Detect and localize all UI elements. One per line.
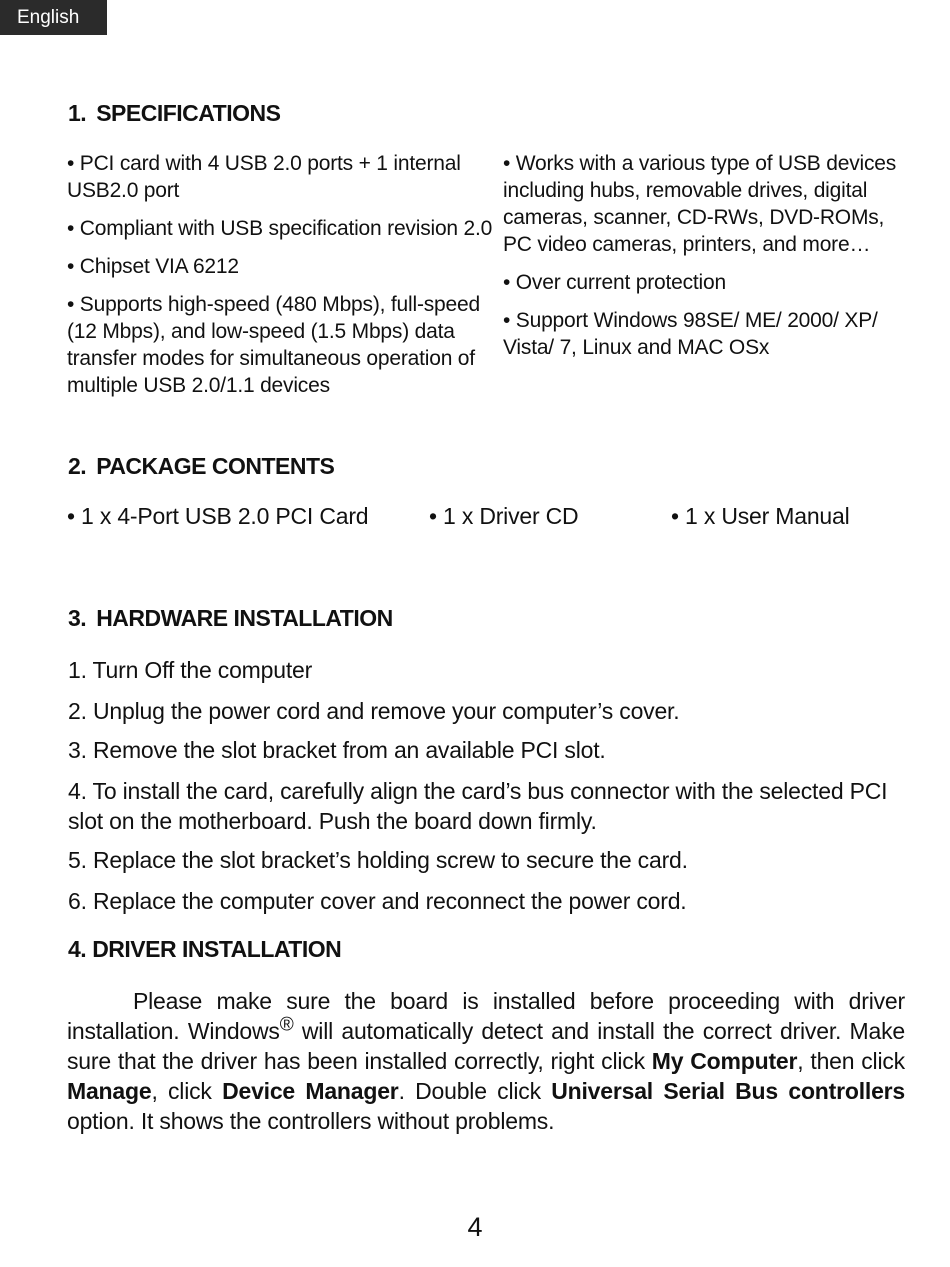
driver-text: , then click xyxy=(797,1048,905,1074)
specifications-heading xyxy=(68,100,280,127)
spec-item: • Compliant with USB specification revision 2.0 xyxy=(67,217,493,240)
page-number: 4 xyxy=(467,1212,483,1242)
section-title: SPECIFICATIONS xyxy=(96,100,281,126)
package-item: • 1 x Driver CD xyxy=(429,503,579,529)
install-step: 1. Turn Off the computer xyxy=(68,657,313,683)
spec-item: • Works with a various type of USB devices including hubs, removable drives, digital cameras, scanner, CD-RWs, DVD-ROMs, PC video cameras, printers, and more… xyxy=(503,152,897,256)
language-tab: English xyxy=(0,0,107,35)
section-number: 1. xyxy=(68,100,87,126)
hardware-installation-heading xyxy=(68,605,393,632)
package-contents-heading xyxy=(68,453,334,480)
driver-text: Please make sure the board is installed before proceeding with driver installation. Windows xyxy=(67,988,905,1044)
spec-item: • PCI card with 4 USB 2.0 ports + 1 internal USB2.0 port xyxy=(67,152,461,202)
section-number: 4. xyxy=(68,936,87,962)
my-computer-label: My Computer xyxy=(651,1048,798,1074)
package-item: • 1 x 4-Port USB 2.0 PCI Card xyxy=(67,503,369,529)
spec-item: • Chipset VIA 6212 xyxy=(67,255,239,278)
driver-installation-heading xyxy=(68,936,341,963)
section-title: PACKAGE CONTENTS xyxy=(96,453,335,479)
section-number: 3. xyxy=(68,605,87,631)
driver-text: , click xyxy=(151,1078,223,1104)
install-step: 3. Remove the slot bracket from an available PCI slot. xyxy=(68,737,606,763)
registered-mark: ® xyxy=(279,1014,294,1036)
spec-item: • Over current protection xyxy=(503,271,726,294)
manage-label: Manage xyxy=(67,1078,152,1104)
driver-text: . Double click xyxy=(398,1078,552,1104)
section-number: 2. xyxy=(68,453,87,479)
spec-item: • Supports high-speed (480 Mbps), full-speed (12 Mbps), and low-speed (1.5 Mbps) data transfer modes for simultaneous operation of multiple USB 2.0/1.1 devices xyxy=(67,293,480,397)
specifications-left-column xyxy=(67,150,503,410)
device-manager-label: Device Manager xyxy=(222,1078,399,1104)
package-item: • 1 x User Manual xyxy=(671,503,850,529)
driver-installation-paragraph xyxy=(67,986,905,1136)
install-step: 5. Replace the slot bracket’s holding screw to secure the card. xyxy=(68,847,688,873)
specifications-right-column xyxy=(503,150,903,372)
install-step: 6. Replace the computer cover and reconnect the power cord. xyxy=(68,888,687,914)
section-title: HARDWARE INSTALLATION xyxy=(96,605,393,631)
usb-controllers-label: Universal Serial Bus controllers xyxy=(551,1078,906,1104)
install-step: 2. Unplug the power cord and remove your computer’s cover. xyxy=(68,698,680,724)
driver-text: will automatically detect and install the correct driver. Make sure that the driver has been installed correctly, right click xyxy=(67,1018,905,1074)
section-title: DRIVER INSTALLATION xyxy=(92,936,342,962)
driver-text: option. It shows the controllers without problems. xyxy=(67,1108,555,1134)
install-step: 4. To install the card, carefully align the card’s bus connector with the selected PCI slot on the motherboard. Push the board down firmly. xyxy=(68,778,888,834)
spec-item: • Support Windows 98SE/ ME/ 2000/ XP/ Vista/ 7, Linux and MAC OSx xyxy=(503,309,878,359)
